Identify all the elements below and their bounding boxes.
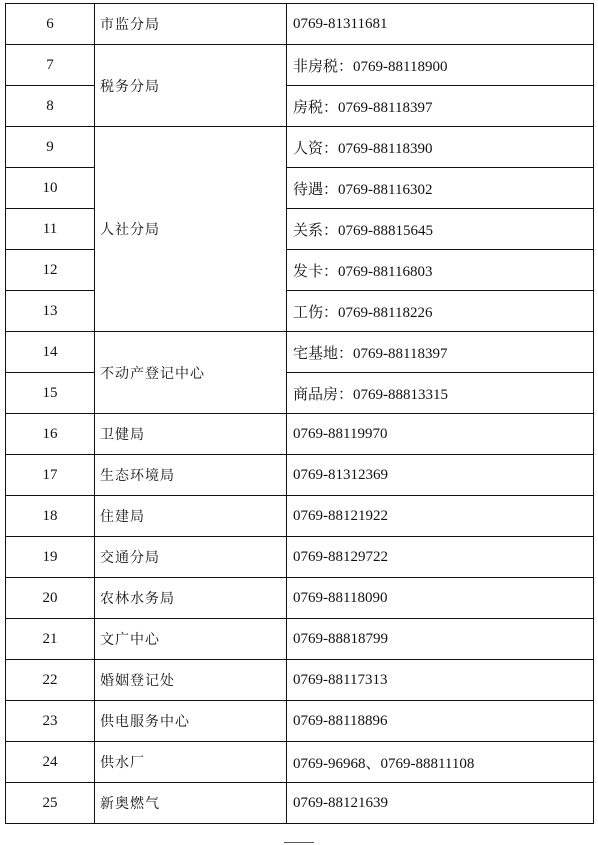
row-number: 24: [6, 742, 95, 783]
contact-table-container: [5, 3, 593, 824]
contact-table: [5, 3, 594, 824]
table-row: [6, 209, 594, 250]
table-row: [6, 578, 594, 619]
phone-number: 0769-88118896: [287, 701, 594, 742]
department-name: 卫健局: [95, 414, 287, 455]
row-number: 20: [6, 578, 95, 619]
phone-number: 工伤：0769-88118226: [287, 291, 594, 332]
table-row: [6, 4, 594, 45]
department-name: 生态环境局: [95, 455, 287, 496]
row-number: 21: [6, 619, 95, 660]
row-number: 14: [6, 332, 95, 373]
row-number: 16: [6, 414, 95, 455]
row-number: 25: [6, 783, 95, 824]
department-name: 农林水务局: [95, 578, 287, 619]
row-number: 17: [6, 455, 95, 496]
table-row: [6, 45, 594, 86]
table-row: [6, 701, 594, 742]
table-row: [6, 86, 594, 127]
table-row: [6, 373, 594, 414]
phone-number: 人资：0769-88118390: [287, 127, 594, 168]
phone-number: 待遇：0769-88116302: [287, 168, 594, 209]
department-name: 交通分局: [95, 537, 287, 578]
department-name: 税务分局: [95, 45, 287, 127]
department-name: 不动产登记中心: [95, 332, 287, 414]
table-row: [6, 537, 594, 578]
row-number: 15: [6, 373, 95, 414]
phone-number: 0769-88121639: [287, 783, 594, 824]
department-name: 新奥燃气: [95, 783, 287, 824]
table-row: [6, 783, 594, 824]
row-number: 6: [6, 4, 95, 45]
phone-number: 0769-88117313: [287, 660, 594, 701]
department-name: 婚姻登记处: [95, 660, 287, 701]
table-row: [6, 455, 594, 496]
row-number: 10: [6, 168, 95, 209]
phone-number: 房税：0769-88118397: [287, 86, 594, 127]
department-name: 供电服务中心: [95, 701, 287, 742]
phone-number: 关系：0769-88815645: [287, 209, 594, 250]
phone-number: 0769-81311681: [287, 4, 594, 45]
phone-number: 商品房：0769-88813315: [287, 373, 594, 414]
department-name: 住建局: [95, 496, 287, 537]
department-name: 供水厂: [95, 742, 287, 783]
department-name: 文广中心: [95, 619, 287, 660]
department-name: 市监分局: [95, 4, 287, 45]
phone-number: 0769-81312369: [287, 455, 594, 496]
table-row: [6, 250, 594, 291]
phone-number: 0769-88119970: [287, 414, 594, 455]
row-number: 7: [6, 45, 95, 86]
row-number: 9: [6, 127, 95, 168]
phone-number: 发卡：0769-88116803: [287, 250, 594, 291]
table-row: [6, 619, 594, 660]
phone-number: 0769-96968、0769-88811108: [287, 742, 594, 783]
row-number: 19: [6, 537, 95, 578]
phone-number: 0769-88129722: [287, 537, 594, 578]
table-row: [6, 291, 594, 332]
table-row: [6, 414, 594, 455]
row-number: 23: [6, 701, 95, 742]
table-row: [6, 168, 594, 209]
row-number: 22: [6, 660, 95, 701]
phone-number: 0769-88121922: [287, 496, 594, 537]
row-number: 11: [6, 209, 95, 250]
row-number: 8: [6, 86, 95, 127]
phone-number: 0769-88118090: [287, 578, 594, 619]
bottom-edge-mark: [284, 842, 314, 843]
phone-number: 0769-88818799: [287, 619, 594, 660]
row-number: 12: [6, 250, 95, 291]
table-row: [6, 127, 594, 168]
table-row: [6, 742, 594, 783]
phone-number: 宅基地：0769-88118397: [287, 332, 594, 373]
table-row: [6, 660, 594, 701]
phone-number: 非房税：0769-88118900: [287, 45, 594, 86]
row-number: 13: [6, 291, 95, 332]
row-number: 18: [6, 496, 95, 537]
table-row: [6, 496, 594, 537]
department-name: 人社分局: [95, 127, 287, 332]
table-row: [6, 332, 594, 373]
